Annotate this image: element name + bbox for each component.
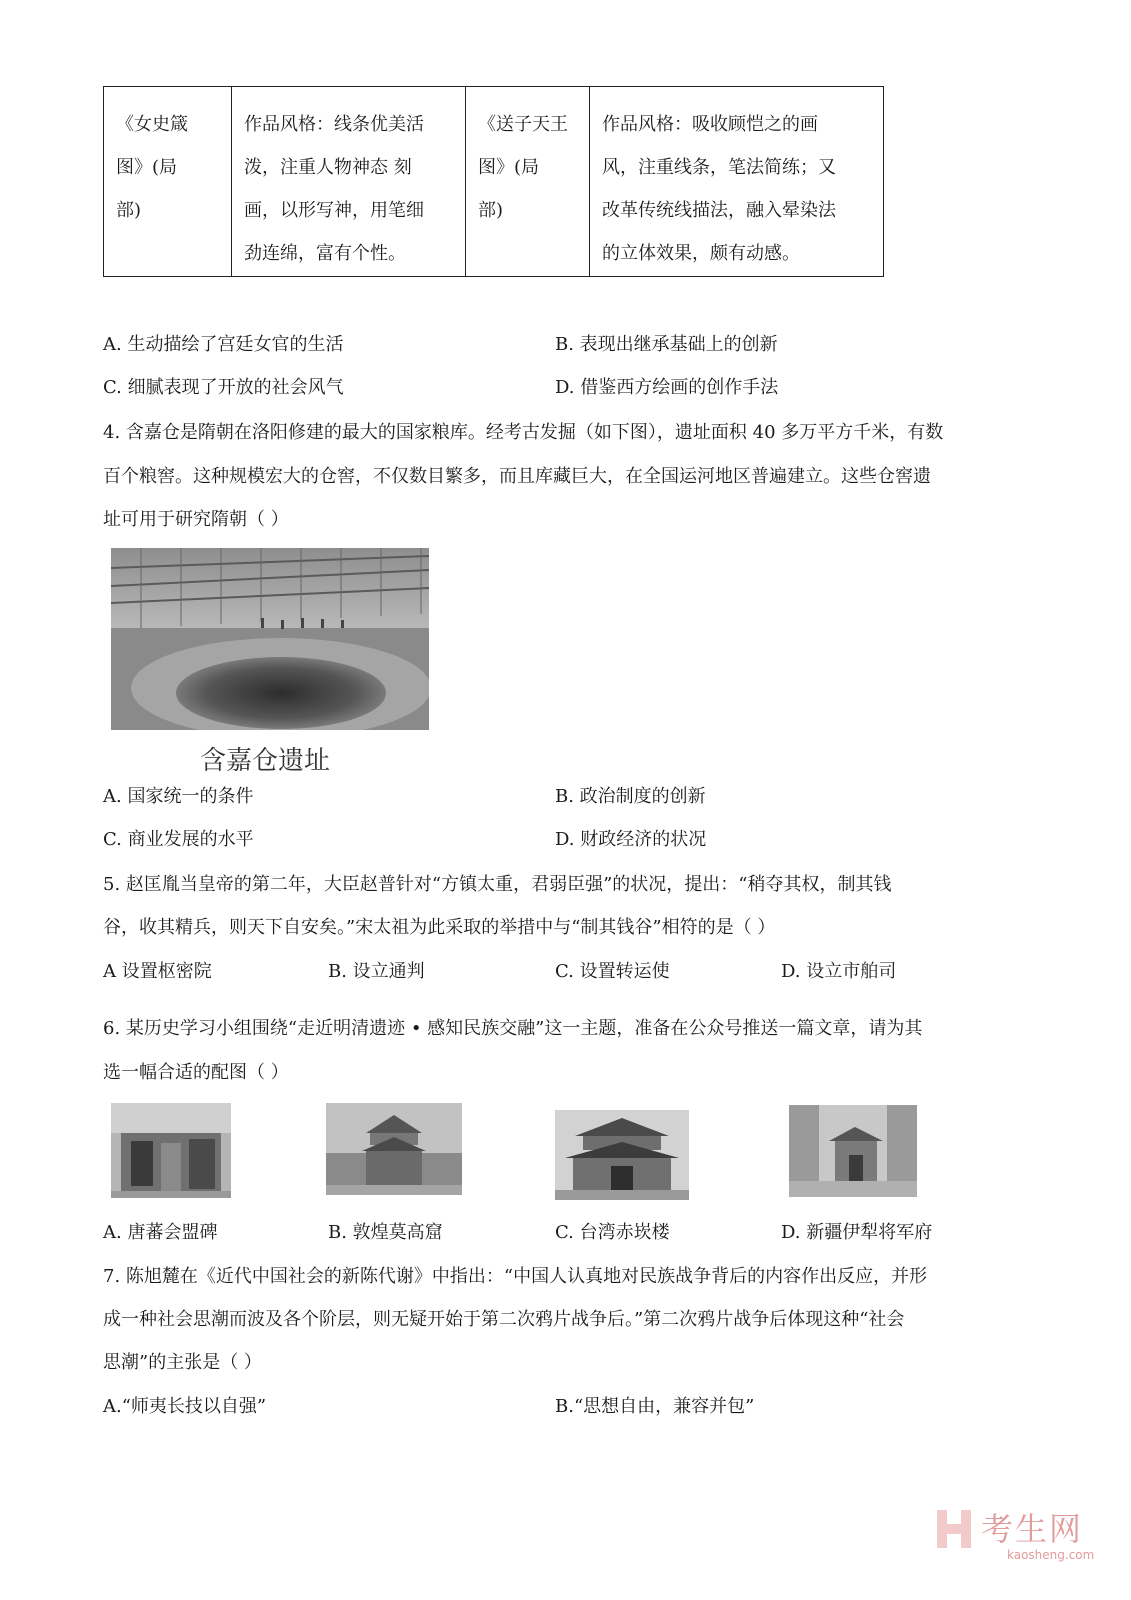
q4-stem-line-3: 址可用于研究隋朝（ ） xyxy=(103,509,289,530)
q6-option-a: A. 唐蕃会盟碑 xyxy=(103,1222,218,1243)
q3-option-b: B. 表现出继承基础上的创新 xyxy=(555,334,778,355)
q7-option-a: A.“师夷长技以自强” xyxy=(103,1396,267,1417)
q7-stem-line-3: 思潮”的主张是（ ） xyxy=(103,1352,262,1373)
q5-stem-line-1: 5. 赵匡胤当皇帝的第二年，大臣赵普针对“方镇太重，君弱臣强”的状况，提出：“稍夺其权，制其钱 xyxy=(103,874,892,895)
painting-comparison-table xyxy=(103,86,884,277)
q5-option-b: B. 设立通判 xyxy=(328,961,425,982)
q3-option-a: A. 生动描绘了宫廷女官的生活 xyxy=(103,334,344,355)
q4-option-a: A. 国家统一的条件 xyxy=(103,786,254,807)
q6-option-c: C. 台湾赤崁楼 xyxy=(555,1222,670,1243)
q6-stem-line-1: 6. 某历史学习小组围绕“走近明清遗迹 • 感知民族交融”这一主题，准备在公众号推送一篇文章，请为其 xyxy=(103,1018,923,1039)
q7-stem-line-1: 7. 陈旭麓在《近代中国社会的新陈代谢》中指出：“中国人认真地对民族战争背后的内容作出反应，并形 xyxy=(103,1266,928,1287)
q4-stem-line-1: 4. 含嘉仓是隋朝在洛阳修建的最大的国家粮库。经考古发掘（如下图），遗址面积 40 多万平方千米，有数 xyxy=(103,422,944,443)
q5-option-a: A 设置枢密院 xyxy=(103,961,212,982)
q6-stem-line-2: 选一幅合适的配图（ ） xyxy=(103,1062,289,1083)
q7-option-b: B.“思想自由，兼容并包” xyxy=(555,1396,755,1417)
painting-style-cell-2: 作品风格：吸收顾恺之的画 风，注重线条，笔法简练；又 改革传统线描法，融入晕染法 的立体效果，颇有动感。 xyxy=(590,87,884,277)
tang-tibet-stele-photo xyxy=(111,1103,231,1198)
site-photo-caption: 含嘉仓遗址 xyxy=(200,746,331,776)
chikan-tower-photo xyxy=(555,1110,689,1200)
table-row xyxy=(104,87,884,277)
q6-option-b: B. 敦煌莫高窟 xyxy=(328,1222,443,1243)
ili-general-mansion-photo xyxy=(789,1105,917,1197)
painting-name-cell-1: 《女史箴 图》(局 部) xyxy=(104,87,232,277)
hanjiacang-site-photo xyxy=(111,548,429,730)
q4-option-d: D. 财政经济的状况 xyxy=(555,829,707,850)
watermark-brand: 考生网 xyxy=(981,1510,1084,1548)
painting-style-cell-1: 作品风格：线条优美活 泼，注重人物神态 刻 画，以形写神，用笔细 劲连绵，富有个性。 xyxy=(232,87,466,277)
q4-stem-line-2: 百个粮窖。这种规模宏大的仓窖，不仅数目繁多，而且库藏巨大，在全国运河地区普遍建立。这些仓窖遗 xyxy=(103,466,931,487)
q4-option-b: B. 政治制度的创新 xyxy=(555,786,706,807)
q3-option-c: C. 细腻表现了开放的社会风气 xyxy=(103,377,344,398)
photo-b-illustration xyxy=(326,1103,462,1195)
kaosheng-logo-icon xyxy=(935,1508,973,1550)
mogao-caves-photo xyxy=(326,1103,462,1195)
q5-stem-line-2: 谷，收其精兵，则天下自安矣。”宋太祖为此采取的举措中与“制其钱谷”相符的是（ ） xyxy=(103,917,776,938)
q5-option-c: C. 设置转运使 xyxy=(555,961,670,982)
painting-name-cell-2: 《送子天王 图》(局 部) xyxy=(466,87,590,277)
watermark-url: kaosheng.com xyxy=(1007,1548,1095,1562)
q3-option-d: D. 借鉴西方绘画的创作手法 xyxy=(555,377,779,398)
q5-option-d: D. 设立市舶司 xyxy=(781,961,897,982)
q6-option-d: D. 新疆伊犁将军府 xyxy=(781,1222,933,1243)
photo-a-illustration xyxy=(111,1103,231,1198)
photo-c-illustration xyxy=(555,1110,689,1200)
photo-d-illustration xyxy=(789,1105,917,1197)
q4-option-c: C. 商业发展的水平 xyxy=(103,829,254,850)
q7-stem-line-2: 成一种社会思潮而波及各个阶层，则无疑开始于第二次鸦片战争后。”第二次鸦片战争后体现这种“社会 xyxy=(103,1309,905,1330)
site-photo-illustration xyxy=(111,548,429,730)
kaosheng-watermark xyxy=(935,1500,1115,1570)
